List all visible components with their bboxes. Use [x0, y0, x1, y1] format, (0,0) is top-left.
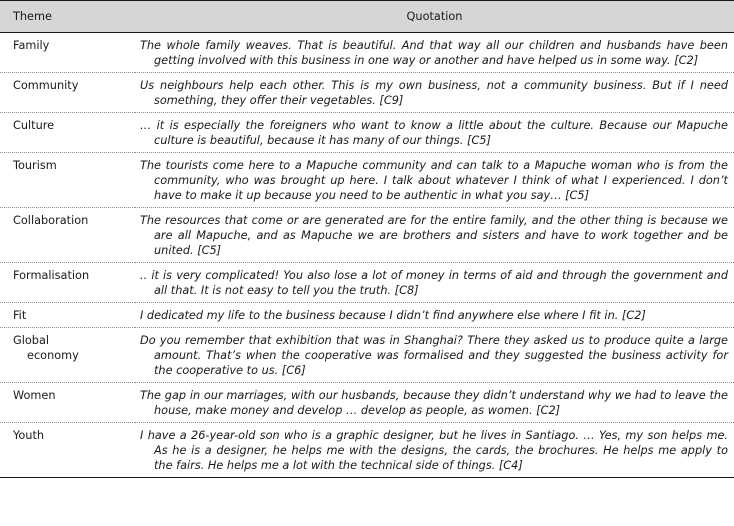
- table-row: [0, 153, 734, 208]
- theme-cell: Youth: [0, 423, 135, 478]
- column-header-theme: Theme: [0, 1, 135, 33]
- quote-cell: I have a 26-year-old son who is a graphic designer, but he lives in Santiago. … Yes, my son helps me. As he is a designer, he helps me with the designs, the cards, the brochures. He helps me apply to the fairs. He helps me a lot with the technical side of things. [C4]: [135, 423, 734, 478]
- table-row: [0, 303, 734, 328]
- quote-cell: Us neighbours help each other. This is my own business, not a community business. But if I need something, they offer their vegetables. [C9]: [135, 73, 734, 113]
- theme-cell: Family: [0, 33, 135, 73]
- quote-cell: The whole family weaves. That is beautiful. And that way all our children and husbands have been getting involved with this business in one way or another and have helped us in some way. [C2]: [135, 33, 734, 73]
- table-row: [0, 263, 734, 303]
- quote-cell: .. it is very complicated! You also lose a lot of money in terms of aid and through the government and all that. It is not easy to tell you the truth. [C8]: [135, 263, 734, 303]
- quote-cell: Do you remember that exhibition that was in Shanghai? There they asked us to produce quite a large amount. That’s when the cooperative was formalised and they suggested the business activity for the cooperative to us. [C6]: [135, 328, 734, 383]
- theme-cell: Culture: [0, 113, 135, 153]
- theme-cell: Community: [0, 73, 135, 113]
- table-row: [0, 383, 734, 423]
- theme-cell: Tourism: [0, 153, 135, 208]
- theme-cell-line: economy: [27, 349, 79, 362]
- table-row: [0, 113, 734, 153]
- theme-cell: Women: [0, 383, 135, 423]
- column-header-quotation: Quotation: [135, 1, 734, 33]
- quote-cell: I dedicated my life to the business because I didn’t find anywhere else where I fit in. [C2]: [135, 303, 734, 328]
- table-row: [0, 73, 734, 113]
- table-row: [0, 423, 734, 478]
- theme-cell: Collaboration: [0, 208, 135, 263]
- quote-cell: The tourists come here to a Mapuche community and can talk to a Mapuche woman who is from the community, who was brought up here. I talk about whatever I think of what I experienced. I don’t have to make it up because you need to be authentic in what you say… [C5]: [135, 153, 734, 208]
- table-row: [0, 33, 734, 73]
- quote-cell: … it is especially the foreigners who want to know a little about the culture. Because our Mapuche culture is beautiful, because it has many of our things. [C5]: [135, 113, 734, 153]
- table-header-row: [0, 1, 734, 33]
- theme-cell: Formalisation: [0, 263, 135, 303]
- theme-cell: Fit: [0, 303, 135, 328]
- table-row: [0, 328, 734, 383]
- table-row: [0, 208, 734, 263]
- theme-cell: [0, 328, 135, 383]
- quote-cell: The resources that come or are generated are for the entire family, and the other thing is because we are all Mapuche, and as Mapuche we are brothers and sisters and have to work together and be united. [C5]: [135, 208, 734, 263]
- theme-cell-line: Global: [13, 334, 50, 347]
- quote-cell: The gap in our marriages, with our husbands, because they didn’t understand why we had to leave the house, make money and develop … develop as people, as women. [C2]: [135, 383, 734, 423]
